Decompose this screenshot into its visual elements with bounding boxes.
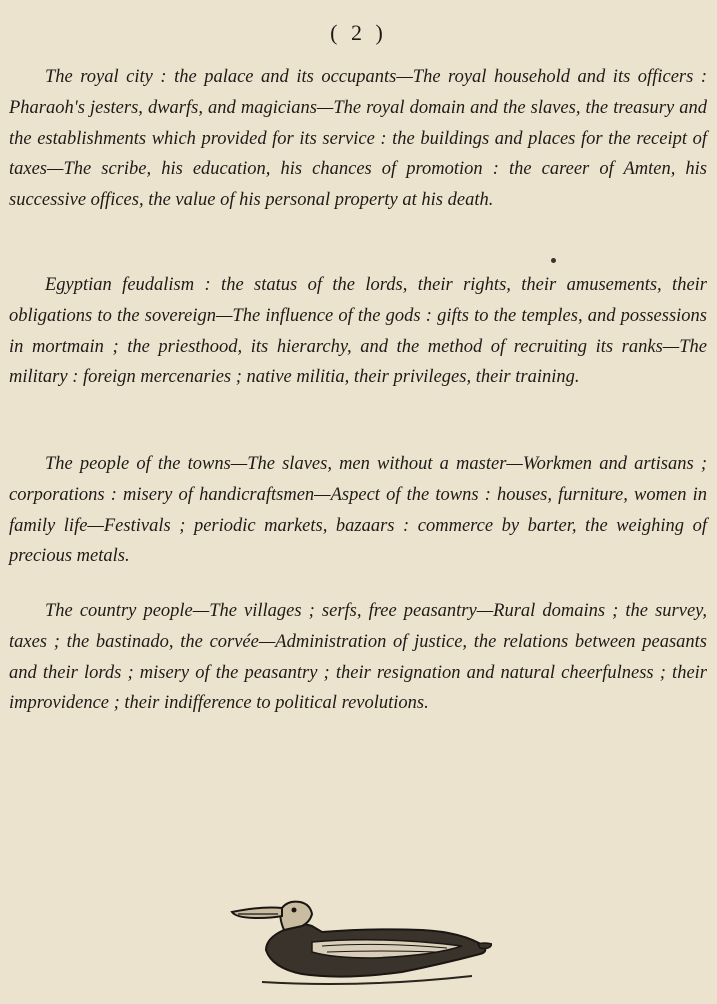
duck-vignette-icon xyxy=(222,890,492,990)
ink-speck-mark xyxy=(551,258,556,263)
paragraph-people-of-towns: The people of the towns—The slaves, men without a master—Workmen and artisans ; corporations : misery of handicraftsmen—Aspect of the towns : houses, furniture, women in family life—Festivals ; periodic markets, bazaars : commerce by barter, the weighing of precious metals. xyxy=(9,454,707,567)
paragraph-egyptian-feudalism: Egyptian feudalism : the status of the lords, their rights, their amusements, their obligations to the sovereign—The influence of the gods : gifts to the temples, and possessions in mortmain ; the priesthood, its hierarchy, and the method of recruiting its ranks—The military : foreign mercenaries ; native militia, their privileges, their training. xyxy=(9,275,707,388)
page-number: ( 2 ) xyxy=(330,20,387,45)
paragraph-country-people: The country people—The villages ; serfs, free peasantry—Rural domains ; the survey, taxes ; the bastinado, the corvée—Administration of justice, the relations between peasants and their lords ; misery of the peasantry ; their resignation and natural cheerfulness ; their improvidence ; their indifference to political revolutions. xyxy=(9,601,707,714)
paragraph-royal-city: The royal city : the palace and its occupants—The royal household and its officers : Pharaoh's jesters, dwarfs, and magicians—The royal domain and the slaves, the treasury and the establishments which provided for its service : the buildings and places for the receipt of taxes—The scribe, his education, his chances of promotion : the career of Amten, his successive offices, the value of his personal property at his death. xyxy=(9,67,707,211)
